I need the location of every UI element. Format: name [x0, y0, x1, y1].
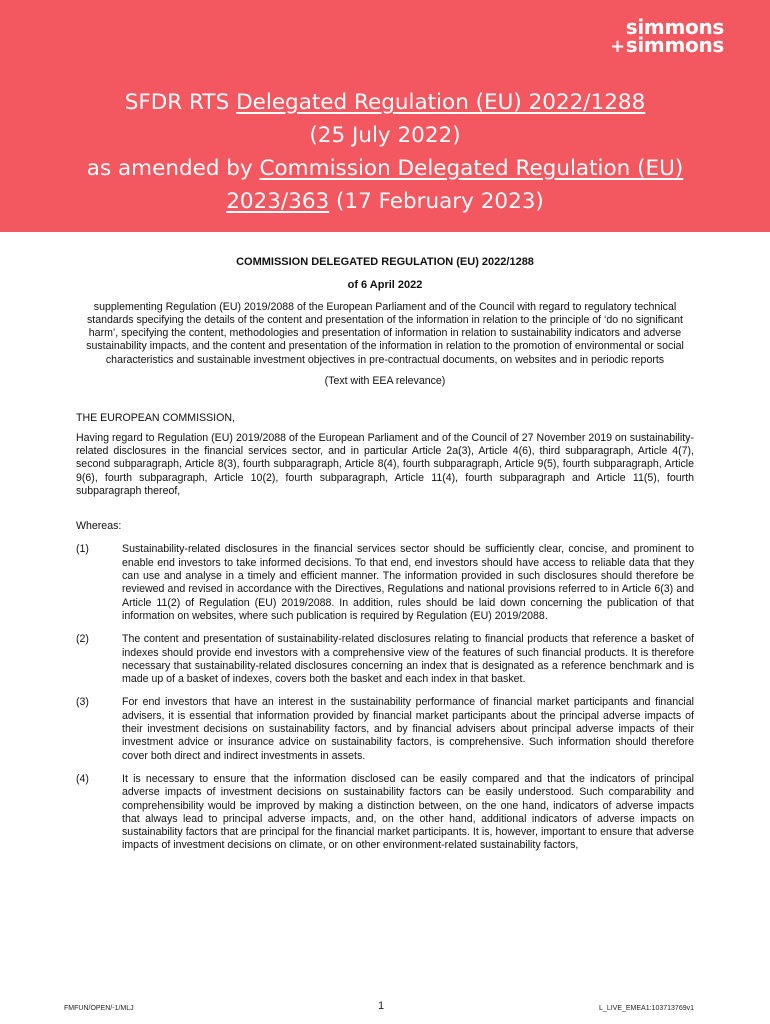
- whereas-label: Whereas:: [76, 520, 122, 533]
- recital-text: It is necessary to ensure that the information disclosed can be easily compared and that the indicators of principal adverse impacts of investment decisions on sustainability factors can be easily understood. Such comparability and comprehensibility would be improved by making a distinction between, on the one hand, indicators of adverse impacts that always lead to principal adverse impacts, and, on the other hand, additional indicators of adverse impacts on sustainability factors that are principal for the financial market participants. It is, however, important to ensure that adverse impacts of investment decisions on climate, or on other environment-related sustainability factors,: [122, 772, 694, 852]
- amending-regulation-link[interactable]: Commission Delegated Regulation (EU): [259, 156, 684, 181]
- commission-heading: THE EUROPEAN COMMISSION,: [76, 412, 235, 425]
- logo-line-2-text: simmons: [625, 33, 724, 57]
- recital-4: [76, 773, 694, 853]
- recital-2: [76, 633, 694, 686]
- amended-by-text: as amended by: [86, 156, 260, 181]
- recital-text: The content and presentation of sustainability-related disclosures relating to financial products that reference a basket of indexes should provide end investors with a comprehensive view of the features of such financial products. It is therefore necessary that sustainability-related disclosures concerning an index that is designated as a reference benchmark and is made up of a basket of indexes, covers both the basket and each index in that basket.: [122, 633, 694, 686]
- banner-title-line-4: [40, 185, 730, 218]
- recital-number: (2): [76, 633, 89, 646]
- amending-date: (17 February 2023): [329, 189, 544, 214]
- banner-title-line-3: [40, 152, 730, 185]
- recital-number: (4): [76, 772, 89, 785]
- recital-3: [76, 696, 694, 762]
- banner-title: [40, 86, 730, 218]
- eea-relevance: (Text with EEA relevance): [324, 375, 446, 388]
- banner-title-line-1: [40, 86, 730, 119]
- regulation-heading: COMMISSION DELEGATED REGULATION (EU) 2022/1288: [236, 256, 534, 268]
- page-number: 1: [378, 1000, 385, 1012]
- banner-title-line-2: (25 July 2022): [309, 123, 461, 148]
- title-prefix: SFDR RTS: [124, 90, 237, 115]
- regulation-date: of 6 April 2022: [347, 279, 423, 292]
- page-footer: [64, 1000, 694, 1016]
- recital-number: (3): [76, 696, 89, 709]
- recital-1: [76, 543, 694, 623]
- footer-reference-right: L_LIVE_EMEA1:103713769v1: [599, 1005, 694, 1012]
- simmons-logo[interactable]: [594, 15, 724, 57]
- recital-number: (1): [76, 543, 89, 556]
- recital-text: Sustainability-related disclosures in the financial services sector should be sufficiently clear, concise, and prominent to enable end investors to take informed decisions. To that end, end investors should have access to reliable data that they can use and analyse in a timely and efficient manner. The information provided in such disclosures should therefore be reviewed and revised in accordance with the Directives, Regulations and national provisions referred to in Article 6(3) and Article 11(2) of Regulation (EU) 2019/2088. In addition, rules should be laid down concerning the publication of that information on websites, where such publication is required by Regulation (EU) 2019/2088.: [122, 543, 694, 622]
- header-banner: [0, 0, 770, 232]
- recital-text: For end investors that have an interest in the sustainability performance of financial market participants and financial advisers, it is essential that information provided by financial market participants about the principal adverse impacts of their investment decisions on sustainability factors, and by financial advisers about principal adverse impacts of their investment advice or insurance advice on sustainability factors, is comprehensive. Such information should therefore cover both direct and indirect investments in assets.: [122, 696, 694, 762]
- document-body: [76, 256, 694, 863]
- amending-regulation-number-link[interactable]: 2023/363: [226, 189, 330, 214]
- logo-plus: +: [609, 36, 625, 57]
- logo-line-2: [594, 33, 724, 57]
- having-regard-paragraph: Having regard to Regulation (EU) 2019/2088 of the European Parliament and of the Council of 27 November 2019 on sustainability-related disclosures in the financial services sector, and in particular Article 2a(3), Article 4(6), third subparagraph, Article 4(7), second subparagraph, Article 8(3), fourth subparagraph, Article 8(4), fourth subparagraph, Article 9(5), fourth subparagraph, Article 9(6), fourth subparagraph, Article 10(2), fourth subparagraph, Article 11(4), fourth subparagraph and Article 11(5), fourth subparagraph thereof,: [76, 431, 694, 497]
- footer-reference-left: FMFUN/OPEN/-1/MLJ: [64, 1005, 134, 1012]
- regulation-subtitle: supplementing Regulation (EU) 2019/2088 of the European Parliament and of the Council with regard to regulatory technical standards specifying the details of the content and presentation of the information in relation to the principle of ‘do no significant harm’, specifying the content, methodologies and presentation of information in relation to sustainability indicators and adverse sustainability impacts, and the content and presentation of the information in relation to the promotion of environmental or social characteristics and sustainable investment objectives in pre-contractual documents, on websites and in periodic reports: [86, 300, 684, 366]
- regulation-link[interactable]: Delegated Regulation (EU) 2022/1288: [236, 90, 646, 115]
- logo-line-1: simmons: [625, 15, 724, 39]
